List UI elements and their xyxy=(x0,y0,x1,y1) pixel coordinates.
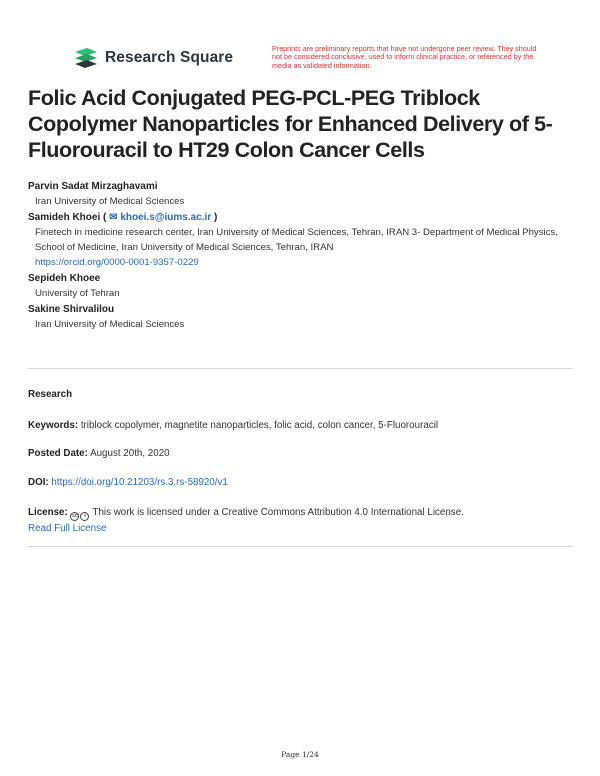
author-email-link[interactable]: khoei.s@iums.ac.ir xyxy=(120,212,212,223)
creative-commons-icons xyxy=(70,512,89,521)
doi-label: DOI: xyxy=(28,477,49,488)
author-entry xyxy=(28,179,580,209)
brand-name: Research Square xyxy=(105,49,234,66)
by-icon: i xyxy=(80,512,89,521)
doi-row xyxy=(28,475,578,490)
license-row xyxy=(28,505,578,536)
keywords-label: Keywords: xyxy=(28,420,79,431)
envelope-icon: ✉ xyxy=(109,212,118,223)
divider xyxy=(28,546,573,547)
author-entry xyxy=(28,210,580,270)
author-affiliation: University of Tehran xyxy=(35,288,120,299)
page-number: Page 1/24 xyxy=(281,750,319,759)
keywords-row xyxy=(28,418,578,433)
author-name-with-email xyxy=(28,210,580,225)
research-square-logo-icon xyxy=(73,47,99,69)
keywords-value: triblock copolymer, magnetite nanoparticles, folic acid, colon cancer, 5-Fluorouracil xyxy=(80,420,439,431)
research-square-logo[interactable] xyxy=(73,47,233,69)
posted-date-value: August 20th, 2020 xyxy=(90,448,170,459)
paper-title: Folic Acid Conjugated PEG-PCL-PEG Triblock Copolymer Nanoparticles for Enhanced Delivery of 5-Fluorouracil to HT29 Colon Cancer Cells xyxy=(28,86,553,162)
article-type-label: Research xyxy=(28,389,73,400)
license-text: This work is licensed under a Creative Commons Attribution 4.0 International License. xyxy=(92,507,464,518)
author-affiliation: Iran University of Medical Sciences xyxy=(35,319,185,330)
doi-link[interactable]: https://doi.org/10.21203/rs.3.rs-58920/v1 xyxy=(51,477,228,488)
author-entry xyxy=(28,302,580,332)
license-label: License: xyxy=(28,507,68,518)
email-paren-close: ) xyxy=(211,212,218,223)
read-full-license-link[interactable]: Read Full License xyxy=(28,523,107,534)
author-name: Sakine Shirvalilou xyxy=(28,304,115,315)
author-name: Sepideh Khoee xyxy=(28,273,101,284)
author-name: Parvin Sadat Mirzaghavami xyxy=(28,181,158,192)
author-affiliation: Iran University of Medical Sciences xyxy=(35,196,185,207)
posted-date-label: Posted Date: xyxy=(28,448,88,459)
preprint-notice: Preprints are preliminary reports that have not undergone peer review. They should not be considered conclusive, used to inform clinical practice, or referenced by the media as validated information. xyxy=(272,44,537,70)
orcid-link[interactable]: https://orcid.org/0000-0001-9357-0229 xyxy=(35,257,199,268)
author-entry xyxy=(28,271,580,301)
posted-date-row xyxy=(28,446,578,461)
divider xyxy=(28,368,573,369)
author-affiliation: Finetech in medicine research center, Iran University of Medical Sciences, Tehran, IRAN 3- Department of Medical Physics, School of Medicine, Iran University of Medical Sciences, Tehran, IRAN xyxy=(35,227,558,253)
article-type xyxy=(28,387,578,402)
author-name: Samideh Khoei xyxy=(28,212,101,223)
email-paren-open: ( xyxy=(103,212,110,223)
author-list xyxy=(28,179,580,333)
cc-icon: cc xyxy=(72,513,78,519)
